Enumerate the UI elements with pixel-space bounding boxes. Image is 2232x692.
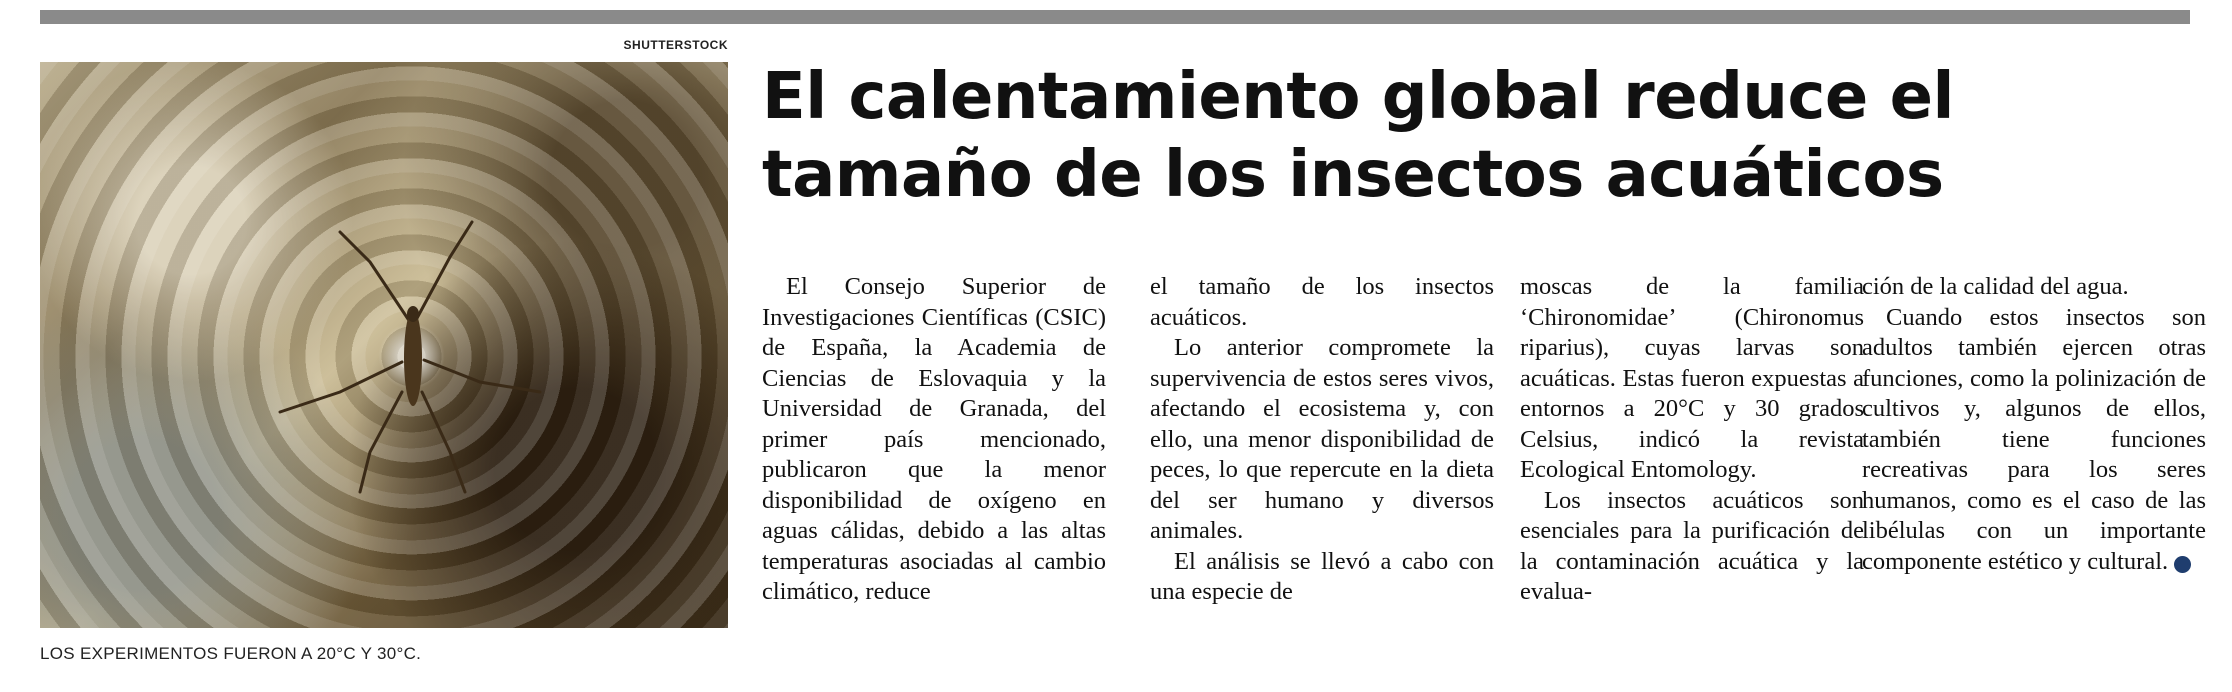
text-column-4	[1862, 272, 2209, 672]
article-photo	[40, 62, 728, 628]
paragraph: Los insectos acuáticos son esenciales para la purificación de la contaminación acuática y la evalua-	[1520, 486, 1864, 605]
photo-credit: SHUTTERSTOCK	[623, 38, 728, 52]
paragraph	[1862, 303, 2209, 578]
paragraph: El análisis se llevó a cabo con una especie de	[1150, 547, 1494, 605]
top-rule	[40, 10, 2190, 24]
photo-caption: LOS EXPERIMENTOS FUERON A 20°C Y 30°C.	[40, 644, 422, 663]
water-strider-illustration	[40, 62, 728, 628]
paragraph: El Consejo Superior de Investigaciones Científicas (CSIC) de España, la Academia de Ciencias de Eslovaquia y la Universidad de Granada, del primer país mencionado, publicaron que la menor disponibilidad de oxígeno en aguas cálidas, debido a las altas temperaturas asociadas al cambio climático, reduce	[762, 273, 1106, 605]
paragraph: Lo anterior compromete la supervivencia de estos seres vivos, afectando el ecosistema y, con ello, una menor disponibilidad de peces, lo que repercute en la dieta del ser humano y diversos animales.	[1150, 334, 1494, 544]
paragraph: moscas de la familia ‘Chironomidae’ (Chironomus riparius), cuyas larvas son acuáticas. Estas fueron expuestas a entornos a 20°C y 30 grados Celsius, indicó la revista Ecological Entomology.	[1520, 273, 1864, 483]
end-of-article-icon: ✪	[2174, 556, 2191, 573]
text-column-3	[1520, 272, 1864, 672]
paragraph: ción de la calidad del agua.	[1862, 273, 2129, 300]
paragraph-text: Cuando estos insectos son adultos también ejercen otras funciones, como la polinización de cultivos y, algunos de ellos, también tiene funciones recreativas para los seres humanos, como es el caso de las libélulas con un importante componente estético y cultural.	[1862, 303, 2206, 575]
text-column-2	[1150, 272, 1494, 672]
paragraph: el tamaño de los insectos acuáticos.	[1150, 273, 1494, 331]
headline: El calentamiento global reduce el tamaño de los insectos acuáticos	[762, 60, 1954, 212]
text-column-1	[762, 272, 1106, 672]
